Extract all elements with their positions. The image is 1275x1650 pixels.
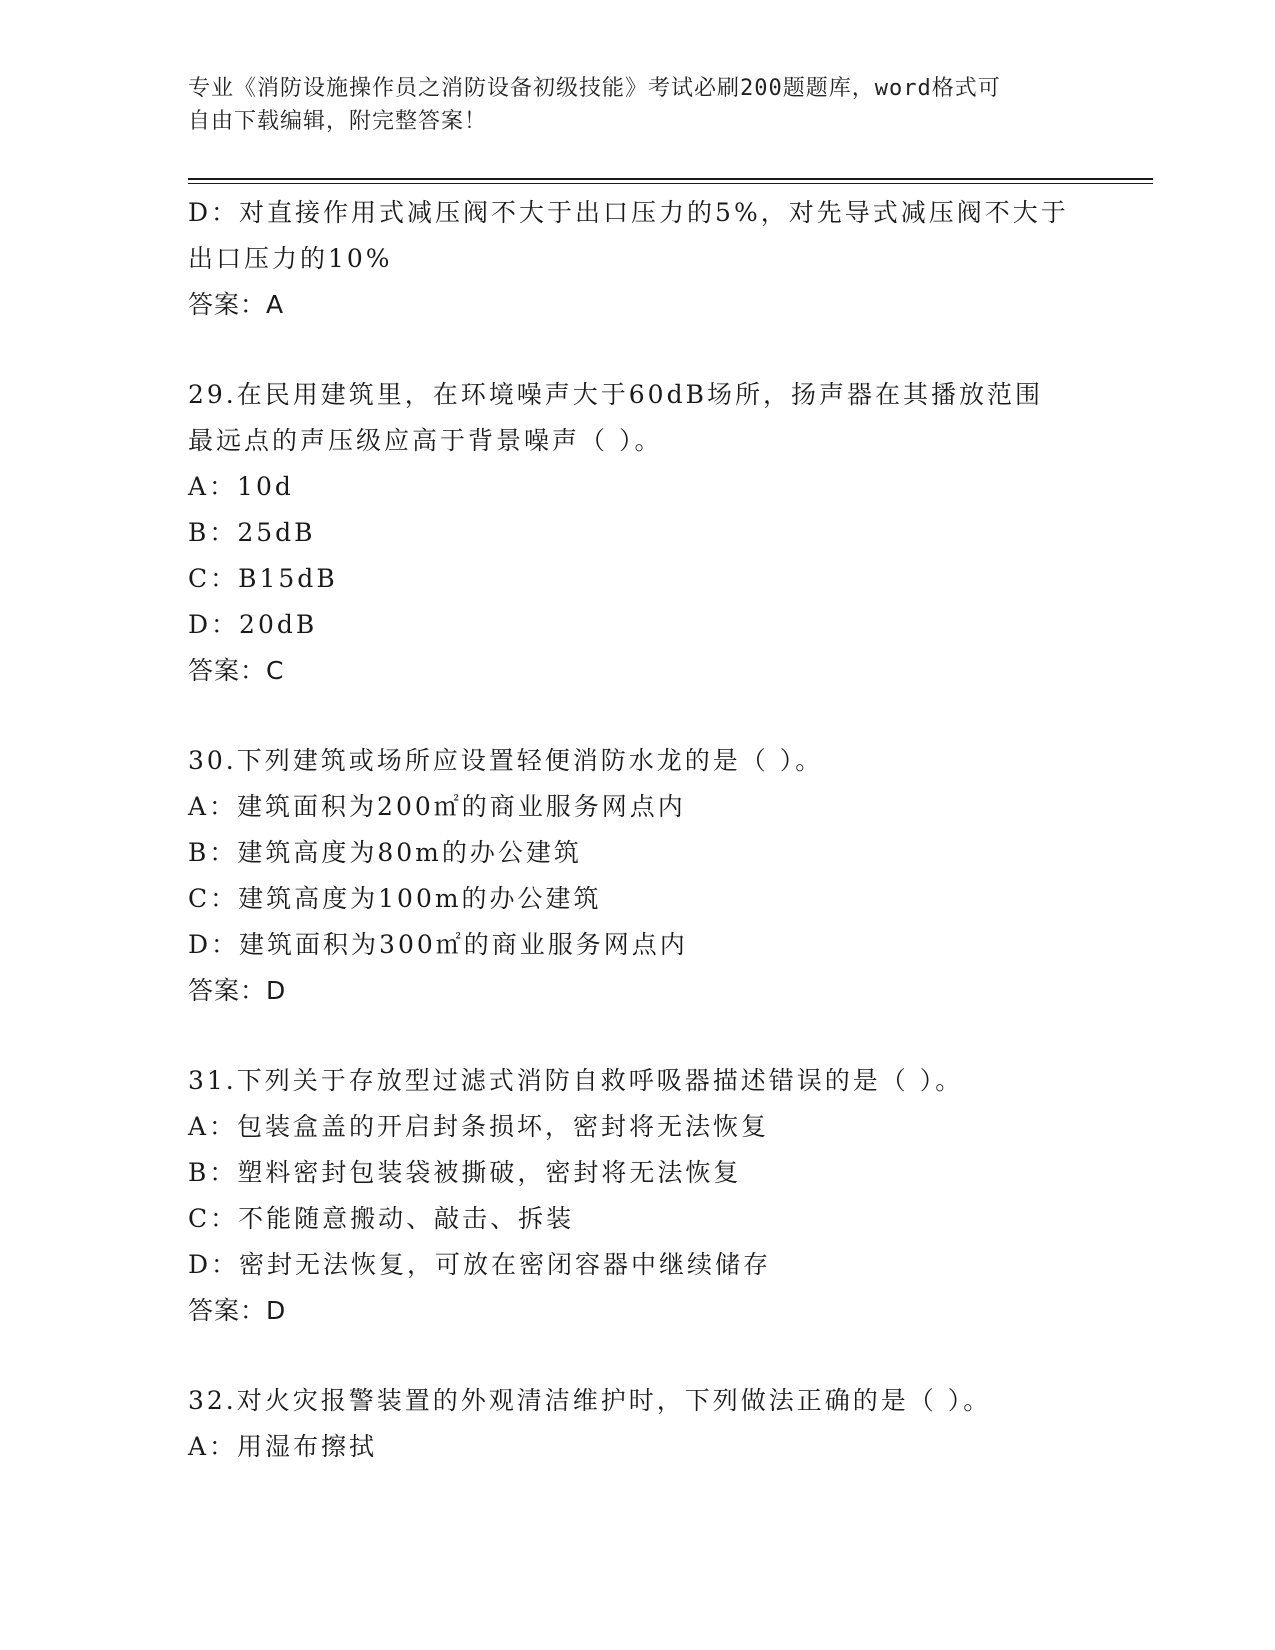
question-30	[188, 738, 1088, 1014]
question-29	[188, 372, 1088, 694]
header-title-line-2: 自由下载编辑，附完整答案！	[188, 109, 488, 134]
option-d: D：建筑面积为300㎡的商业服务网点内	[188, 930, 688, 959]
option-d: D：20dB	[188, 610, 318, 639]
option-a: A：用湿布擦拭	[188, 1432, 378, 1461]
question-stem: 30.下列建筑或场所应设置轻便消防水龙的是（ ）。	[188, 746, 824, 775]
answer-line: 答案：D	[188, 976, 287, 1005]
page-header	[188, 72, 1088, 138]
option-a: A：包装盒盖的开启封条损坏，密封将无法恢复	[188, 1112, 770, 1141]
header-rule-thin	[188, 183, 1153, 184]
question-31	[188, 1058, 1088, 1334]
option-d-line-1: D：对直接作用式减压阀不大于出口压力的5%，对先导式减压阀不大于	[188, 198, 1069, 227]
option-d: D：密封无法恢复，可放在密闭容器中继续储存	[188, 1250, 772, 1279]
question-stem: 31.下列关于存放型过滤式消防自救呼吸器描述错误的是（ ）。	[188, 1066, 964, 1095]
option-c: C：不能随意搬动、敲击、拆装	[188, 1204, 575, 1233]
question-list	[188, 190, 1088, 1470]
answer-line: 答案：A	[188, 290, 285, 319]
option-b: B：建筑高度为80m的办公建筑	[188, 838, 582, 867]
option-a: A：10d	[188, 472, 294, 501]
option-b: B：25dB	[188, 518, 316, 547]
question-32	[188, 1378, 1088, 1470]
option-b: B：塑料密封包装袋被撕破，密封将无法恢复	[188, 1158, 742, 1187]
carry-over-question	[188, 190, 1088, 328]
header-title-line-1: 专业《消防设施操作员之消防设备初级技能》考试必刷200题题库，word格式可	[188, 76, 1001, 101]
answer-line: 答案：D	[188, 1296, 287, 1325]
option-c: C：B15dB	[188, 564, 338, 593]
option-c: C：建筑高度为100m的办公建筑	[188, 884, 602, 913]
option-d-line-2: 出口压力的10%	[188, 244, 393, 273]
option-a: A：建筑面积为200㎡的商业服务网点内	[188, 792, 686, 821]
question-stem: 32.对火灾报警装置的外观清洁维护时，下列做法正确的是（ ）。	[188, 1386, 992, 1415]
header-rule-thick	[188, 178, 1153, 180]
question-stem: 29.在民用建筑里，在环境噪声大于60dB场所，扬声器在其播放范围	[188, 380, 1043, 409]
answer-line: 答案：C	[188, 656, 285, 685]
question-stem-cont: 最远点的声压级应高于背景噪声（ ）。	[188, 426, 663, 455]
